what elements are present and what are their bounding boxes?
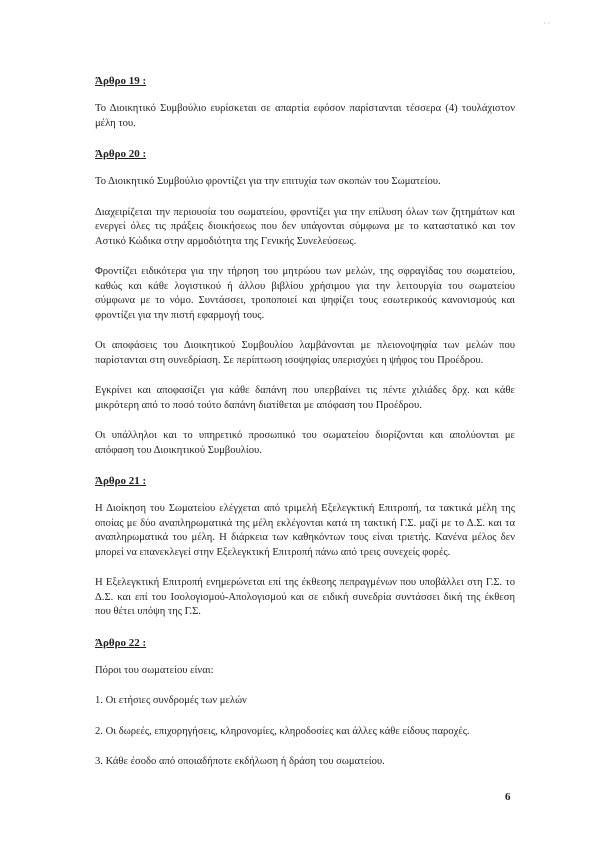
article-21-paragraph: Η Διοίκηση του Σωματείου ελέγχεται από τριμελή Εξελεγκτική Επιτροπή, τα τακτικά μέλη της οποίας με δύο αναπληρωματικά της μέλη εκλέγονται κατά τη τακτική Γ.Σ. μαζί με το Δ.Σ. και τα αναπληρωματικά του μέλη. Η διάρκεια των καθηκόντων τους είναι τριετής. Κανένα μέλος δεν μπορεί να επανεκλεγεί στην Εξελεγκτική Επιτροπή πάνω από τρεις συνεχείς φορές.	[95, 503, 515, 558]
article-22-heading: Άρθρο 22 :	[95, 636, 147, 649]
article-20-paragraph: Διαχειρίζεται την περιουσία του σωματείου, φροντίζει για την επίλυση όλων των ζητημάτων και ενεργεί όλες τις πράξεις διοικήσεως που δεν υπάγονται σύμφωνα με το καταστατικό και τον Αστικό Κώδικα στην αρμοδιότητα της Γενικής Συνελεύσεως.	[95, 206, 515, 247]
page-number: 6	[505, 791, 511, 803]
list-item: 3. Κάθε έσοδο από οποιαδήποτε εκδήλωση ή δράση του σωματείου.	[95, 756, 385, 767]
article-19-heading: Άρθρο 19 :	[95, 75, 147, 87]
article-22-paragraph: Πόροι του σωματείου είναι:	[95, 664, 214, 676]
article-20-paragraph: Οι υπάλληλοι και το υπηρετικό προσωπικό του σωματείου διορίζονται και απολύονται με απόφαση του Διοικητικού Συμβουλίου.	[95, 430, 515, 456]
article-21-paragraph: Η Εξελεγκτική Επιτροπή ενημερώνεται επί της έκθεσης πεπραγμένων που υποβάλλει στη Γ.Σ. το Δ.Σ. και επί του Ισολογισμού-Απολογισμού και σε ειδική συνεδρία συντάσσει δική της έκθεση που θέτει υπόψη της Γ.Σ.	[95, 577, 515, 617]
corner-mark: ˙ ˙	[543, 21, 551, 30]
article-21-heading: Άρθρο 21 :	[95, 475, 147, 487]
article-20-paragraph: Το Διοικητικό Συμβούλιο φροντίζει για την επιτυχία των σκοπών του Σωματείου.	[95, 176, 441, 187]
article-20-heading: Άρθρο 20 :	[95, 148, 147, 160]
page-content	[95, 74, 515, 786]
article-20-paragraph: Φροντίζει ειδικότερα για την τήρηση του μητρώου των μελών, της σφραγίδας του σωματείου, καθώς και κάθε λογιστικού ή άλλου βιβλίου χρήσιμου για την λειτουργία του σωματείου σύμφωνα με το νόμο. Συντάσσει, τροποποιεί και ψηφίζει τους εσωτερικούς κανονισμούς και φροντίζει για την πιστή εφαρμογή τους.	[95, 266, 515, 321]
list-item: 1. Οι ετήσιες συνδρομές των μελών	[95, 695, 247, 706]
article-19-paragraph: Το Διοικητικό Συμβούλιο ευρίσκεται σε απαρτία εφόσον παρίστανται τέσσερα (4) τουλάχιστον μέλη του.	[95, 103, 515, 129]
article-20-paragraph: Οι αποφάσεις του Διοικητικού Συμβουλίου λαμβάνονται με πλειονοψηφία των μελών που παρίστανται στη συνεδρίαση. Σε περίπτωση ισοψηφίας υπερισχύει η ψήφος του Προέδρου.	[95, 340, 515, 366]
list-item: 2. Οι δωρεές, επιχορηγήσεις, κληρονομίες, κληροδοσίες και άλλες κάθε είδους παροχές.	[95, 725, 470, 737]
article-20-paragraph: Εγκρίνει και αποφασίζει για κάθε δαπάνη που υπερβαίνει τις πέντε χιλιάδες δρχ. και κάθε μικρότερη από το ποσό τούτο δαπάνη διατίθεται με απόφαση του Προέδρου.	[95, 385, 515, 411]
